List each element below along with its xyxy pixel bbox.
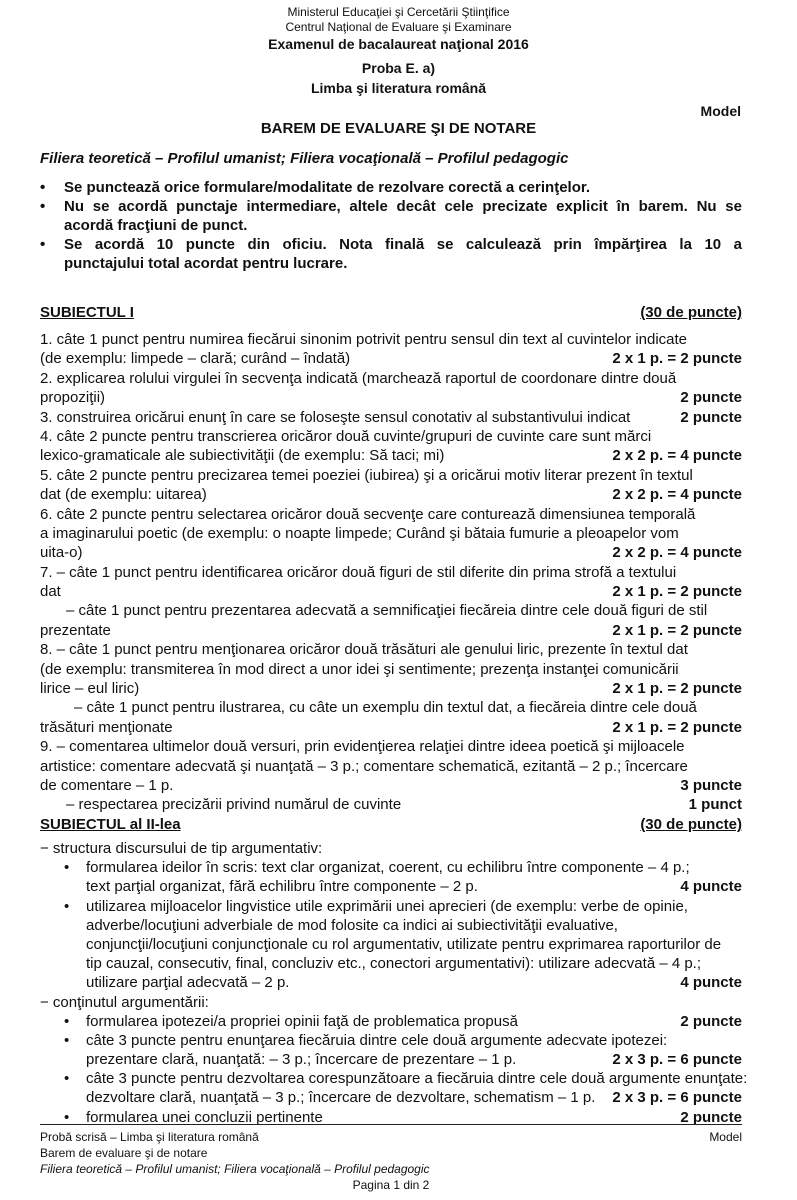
barem-text: (de exemplu: transmiterea în mod direct a unor idei şi sentimente; prezenţa instanţei comunicării — [40, 660, 679, 678]
barem-points: 2 x 1 p. = 2 puncte — [612, 718, 742, 736]
center-name: Centrul Naţional de Evaluare şi Examinare — [285, 20, 512, 34]
barem-text: 1. câte 1 punct pentru numirea fiecărui sinonim potrivit pentru sensul din text al cuvintelor indicate — [40, 331, 688, 348]
barem-text: dat — [40, 583, 61, 601]
barem-text: utilizarea mijloacelor lingvistice utile exprimării unei aprecieri (de exemplu: verbe de opinie, — [86, 897, 688, 915]
barem-text: – câte 1 punct pentru prezentarea adecvată a semnificaţiei fiecăreia dintre cele două figuri de stil — [66, 602, 708, 620]
rule-item — [40, 197, 742, 235]
rule-text: Se punctează orice formulare/modalitate de rezolvare corectă a cerinţelor. — [64, 179, 591, 196]
barem-text: text parţial organizat, fără echilibru între componente – 2 p. — [86, 878, 478, 896]
barem-points: 2 puncte — [680, 1012, 742, 1030]
rules-list — [40, 178, 742, 273]
barem-points: 2 x 1 p. = 2 puncte — [612, 350, 742, 368]
barem-line — [40, 505, 742, 524]
barem-points: 2 puncte — [680, 408, 742, 426]
barem-text: propoziţii) — [40, 389, 106, 407]
barem-line — [40, 935, 742, 954]
barem-text: prezentare clară, nuanţată: – 3 p.; încercare de prezentare – 1 p. — [86, 1051, 517, 1069]
barem-line — [40, 776, 742, 795]
rule-text: Se acordă 10 puncte din oficiu. Nota finală se calculează prin împărţirea la 10 a — [64, 236, 742, 253]
subiect2-items — [40, 839, 748, 1127]
barem-text: – câte 1 punct pentru ilustrarea, cu câte un exemplu din textul dat, a fiecăreia dintre cele două — [74, 699, 697, 717]
barem-line — [40, 954, 742, 973]
barem-line — [40, 563, 742, 582]
barem-line — [40, 698, 742, 717]
barem-text: – respectarea precizării privind numărul de cuvinte — [66, 796, 402, 814]
subiect1-points: (30 de puncte) — [640, 304, 742, 321]
barem-text: câte 3 puncte pentru enunţarea fiecăruia dintre cele două argumente adecvate ipotezei: — [86, 1031, 668, 1049]
barem-points: 4 puncte — [680, 878, 742, 896]
barem-line — [40, 466, 742, 485]
barem-line — [40, 1031, 742, 1050]
barem-line — [40, 1012, 742, 1031]
barem-line — [40, 718, 742, 737]
subiect1-title: SUBIECTUL I — [40, 304, 134, 321]
barem-text: lexico-gramaticale ale subiectivităţii (de exemplu: Să taci; mi) — [40, 447, 445, 465]
barem-line — [40, 839, 742, 858]
bullet-icon: • — [64, 859, 70, 877]
barem-points: 2 puncte — [680, 1108, 742, 1126]
barem-text: formularea ideilor în scris: text clar organizat, coerent, cu echilibru între componente – 4 p.; — [86, 859, 690, 877]
barem-line — [40, 1050, 742, 1069]
barem-line — [40, 993, 742, 1012]
barem-text: − structura discursului de tip argumentativ: — [40, 840, 323, 857]
barem-line — [40, 408, 742, 427]
subject-title: Limba şi literatura română — [310, 80, 487, 96]
subiect1-items — [40, 330, 742, 815]
rule-item — [40, 235, 742, 273]
barem-line — [40, 543, 742, 562]
rule-item — [40, 178, 742, 197]
proba-label: Proba E. a) — [361, 60, 436, 76]
barem-line — [40, 679, 742, 698]
barem-line — [40, 897, 742, 916]
footer-page-number: Pagina 1 din 2 — [352, 1178, 430, 1192]
barem-line — [40, 1088, 742, 1107]
barem-text: dezvoltare clară, nuanţată – 3 p.; încercare de dezvoltare, schematism – 1 p. — [86, 1089, 596, 1107]
barem-text: 2. explicarea rolului virgulei în secvenţa indicată (marchează raportul de coordonare dintre două — [40, 369, 677, 387]
barem-line — [40, 640, 742, 659]
barem-points: 2 x 3 p. = 6 puncte — [612, 1089, 742, 1107]
barem-text: 7. – câte 1 punct pentru identificarea oricăror două figuri de stil diferite din prima strofă a textului — [40, 563, 677, 581]
barem-line — [40, 369, 742, 388]
barem-text: uita-o) — [40, 544, 83, 562]
barem-text: 6. câte 2 puncte pentru selectarea oricăror două secvenţe care conturează dimensiunea temporală — [40, 505, 696, 523]
barem-text: utilizare parţial adecvată – 2 p. — [86, 974, 290, 992]
barem-line — [40, 621, 742, 640]
barem-text: lirice – eul liric) — [40, 680, 140, 698]
barem-line — [40, 446, 742, 465]
barem-text: artistice: comentare adecvată şi nuanţată – 3 p.; comentare schematică, ezitantă – 2 p.; încercare — [40, 757, 688, 775]
footer-right: Model — [709, 1130, 742, 1144]
barem-line — [40, 388, 742, 407]
barem-line — [40, 973, 742, 992]
barem-line — [40, 330, 742, 349]
barem-line — [40, 757, 742, 776]
barem-line — [40, 660, 742, 679]
barem-text: trăsături menţionate — [40, 718, 173, 736]
barem-text: − conţinutul argumentării: — [40, 993, 209, 1011]
barem-points: 2 x 1 p. = 2 puncte — [612, 621, 742, 639]
barem-text: conjuncţii/locuţiuni conjuncţionale cu rol argumentativ, utilizate pentru exprimarea raporturilor de — [86, 935, 722, 953]
barem-line — [40, 349, 742, 368]
barem-line — [40, 427, 742, 446]
bullet-icon: • — [64, 897, 70, 915]
barem-text: (de exemplu: limpede – clară; curând – îndată) — [40, 350, 351, 368]
footer-row — [40, 1130, 742, 1144]
filiera-subtitle: Filiera teoretică – Profilul umanist; Filiera vocaţională – Profilul pedagogic — [40, 150, 569, 167]
barem-text: formularea ipotezei/a propriei opinii faţă de problematica propusă — [86, 1012, 518, 1030]
barem-line — [40, 916, 742, 935]
rule-text: acordă fracţiuni de punct. — [64, 217, 248, 234]
barem-line — [40, 601, 742, 620]
bullet-icon: • — [64, 1070, 70, 1088]
barem-points: 3 puncte — [680, 776, 742, 794]
barem-line — [40, 485, 742, 504]
bullet-icon: • — [64, 1012, 70, 1030]
footer-barem: Barem de evaluare şi de notare — [40, 1146, 208, 1160]
barem-text: 8. – câte 1 punct pentru menţionarea oricăror două trăsături ale genului liric, prezente în textul dat — [40, 641, 688, 659]
subiect2-heading — [40, 816, 742, 833]
bullet-icon: • — [64, 1031, 70, 1049]
footer-filiera: Filiera teoretică – Profilul umanist; Filiera vocaţională – Profilul pedagogic — [40, 1162, 430, 1176]
subiect2-points: (30 de puncte) — [640, 816, 742, 833]
barem-line — [40, 858, 742, 877]
barem-points: 2 puncte — [680, 389, 742, 407]
barem-line — [40, 795, 742, 814]
exam-title: Examenul de bacalaureat naţional 2016 — [268, 36, 529, 52]
barem-text: dat (de exemplu: uitarea) — [40, 486, 207, 504]
subiect1-heading — [40, 304, 742, 321]
barem-points: 2 x 1 p. = 2 puncte — [612, 680, 742, 698]
barem-points: 2 x 1 p. = 2 puncte — [612, 583, 742, 601]
barem-line — [40, 524, 742, 543]
subiect2-title: SUBIECTUL al II-lea — [40, 816, 181, 833]
barem-points: 2 x 3 p. = 6 puncte — [612, 1051, 742, 1069]
barem-line — [40, 1069, 748, 1088]
bullet-icon: • — [64, 1108, 70, 1126]
footer-divider — [40, 1124, 742, 1125]
barem-text: a imaginarului poetic (de exemplu: o noapte limpede; Curând şi bătaia fumurie a pleoapelor vom — [40, 524, 679, 542]
model-label: Model — [700, 103, 741, 119]
barem-text: tip cauzal, consecutiv, final, concluziv etc., conectori argumentativi): utilizare adecvată – 4 p.; — [86, 955, 702, 973]
bullet-icon: • — [40, 179, 46, 196]
barem-points: 2 x 2 p. = 4 puncte — [612, 486, 742, 504]
rule-text: punctajului total acordat pentru lucrare. — [64, 255, 348, 272]
barem-text: de comentare – 1 p. — [40, 776, 174, 794]
bullet-icon: • — [40, 236, 46, 253]
barem-text: prezentate — [40, 621, 111, 639]
barem-text: 3. construirea oricărui enunţ în care se foloseşte sensul conotativ al substantivului indicat — [40, 408, 631, 426]
barem-text: formularea unei concluzii pertinente — [86, 1108, 323, 1126]
barem-text: 5. câte 2 puncte pentru precizarea temei poeziei (iubirea) şi a oricărui motiv literar prezent în textul — [40, 466, 693, 484]
barem-points: 2 x 2 p. = 4 puncte — [612, 544, 742, 562]
barem-text: 9. – comentarea ultimelor două versuri, prin evidenţierea relaţiei dintre ideea poetică şi mijloacele — [40, 738, 685, 756]
bullet-icon: • — [40, 198, 46, 215]
barem-points: 2 x 2 p. = 4 puncte — [612, 447, 742, 465]
barem-line — [40, 582, 742, 601]
rule-text: Nu se acordă punctaje intermediare, altele decât cele precizate explicit în barem. Nu se — [64, 198, 742, 215]
ministry-name: Ministerul Educaţiei şi Cercetării Ştiinţifice — [287, 5, 510, 19]
barem-points: 1 punct — [688, 796, 742, 814]
barem-title: BAREM DE EVALUARE ŞI DE NOTARE — [260, 120, 537, 137]
barem-text: adverbe/locuţiuni adverbiale de mod folosite ca indici ai subiectivităţii evaluative, — [86, 916, 618, 934]
barem-line — [40, 737, 742, 756]
barem-points: 4 puncte — [680, 974, 742, 992]
barem-text: câte 3 puncte pentru dezvoltarea corespunzătoare a fiecăruia dintre cele două argumente enunţate: — [86, 1070, 748, 1088]
footer-left: Probă scrisă – Limba şi literatura română — [40, 1130, 259, 1144]
barem-line — [40, 877, 742, 896]
barem-text: 4. câte 2 puncte pentru transcrierea oricăror două cuvinte/grupuri de cuvinte care sunt mărci — [40, 427, 652, 445]
